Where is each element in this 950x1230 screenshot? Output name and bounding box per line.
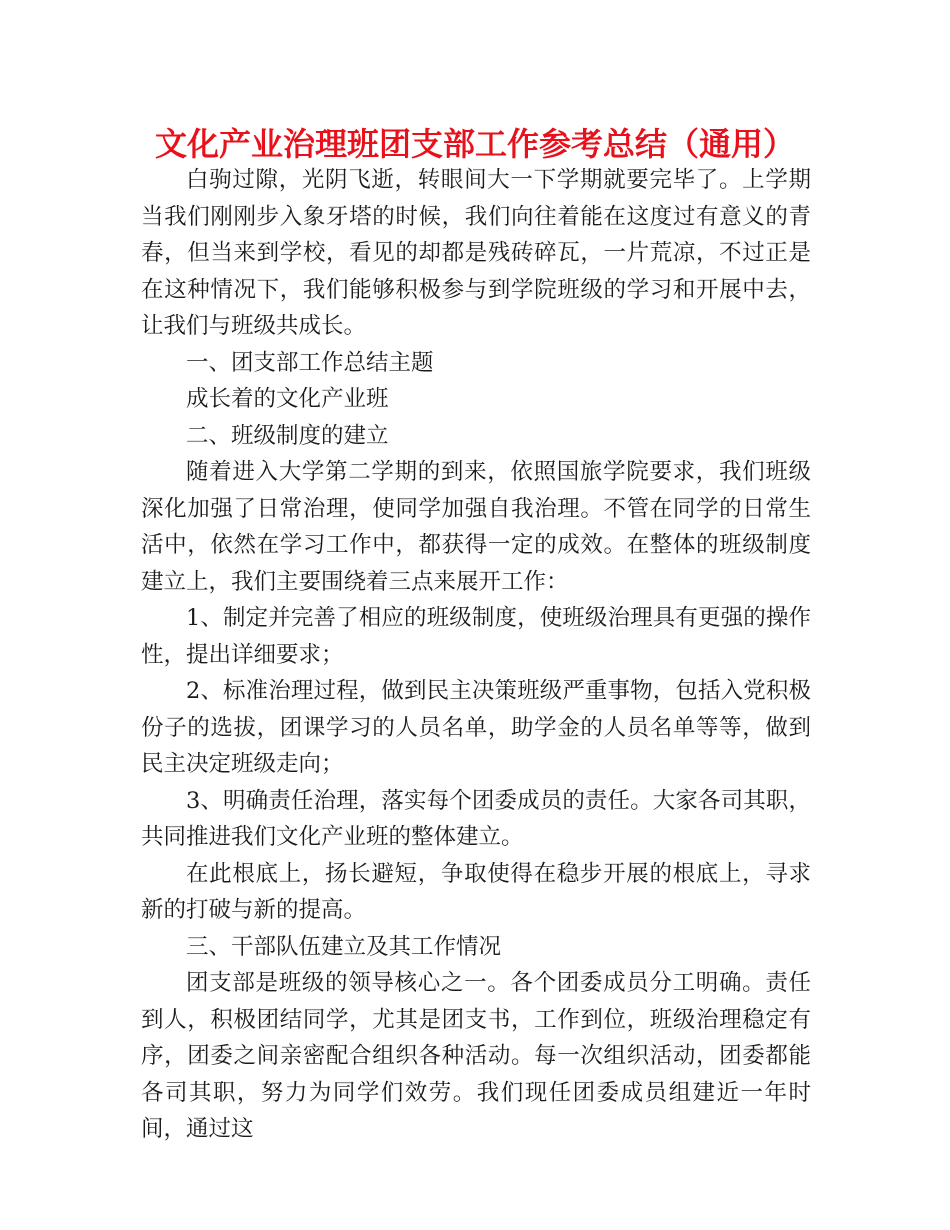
paragraph-basis: 在此根底上，扬长避短，争取使得在稳步开展的根底上，寻求新的打破与新的提高。 — [141, 860, 811, 923]
section-heading-3: 三、干部队伍建立及其工作情况 — [186, 933, 502, 960]
paragraph-theme: 成长着的文化产业班 — [186, 386, 389, 412]
document-body — [141, 162, 811, 1148]
section-heading-2: 二、班级制度的建立 — [186, 422, 389, 449]
list-item-3: 3、明确责任治理，落实每个团委成员的责任。大家各司其职，共同推进我们文化产业班的整体建立。 — [141, 787, 811, 850]
list-item-1: 1、制定并完善了相应的班级制度，使班级治理具有更强的操作性，提出详细要求； — [141, 605, 811, 668]
paragraph-intro: 白驹过隙，光阴飞逝，转眼间大一下学期就要完毕了。上学期当我们刚刚步入象牙塔的时候，我们向往着能在这度过有意义的青春，但当来到学校，看见的却都是残砖碎瓦，一片荒凉，不过正是在这种情况下，我们能够积极参与到学院班级的学习和开展中去，让我们与班级共成长。 — [141, 167, 811, 339]
list-item-2: 2、标准治理过程，做到民主决策班级严重事物，包括入党积极份子的选拔，团课学习的人员名单，助学金的人员名单等等，做到民主决定班级走向； — [141, 678, 811, 777]
paragraph-system: 随着进入大学第二学期的到来，依照国旅学院要求，我们班级深化加强了日常治理，使同学加强自我治理。不管在同学的日常生活中，依然在学习工作中，都获得一定的成效。在整体的班级制度建立上，我们主要围绕着三点来展开工作： — [141, 459, 811, 595]
paragraph-cadres: 团支部是班级的领导核心之一。各个团委成员分工明确。责任到人，积极团结同学，尤其是团支书，工作到位，班级治理稳定有序，团委之间亲密配合组织各种活动。每一次组织活动，团委都能各司其职，努力为同学们效劳。我们现任团委成员组建近一年时间，通过这 — [141, 970, 811, 1142]
section-heading-1: 一、团支部工作总结主题 — [186, 349, 434, 376]
document-title: 文化产业治理班团支部工作参考总结（通用） — [154, 125, 795, 163]
